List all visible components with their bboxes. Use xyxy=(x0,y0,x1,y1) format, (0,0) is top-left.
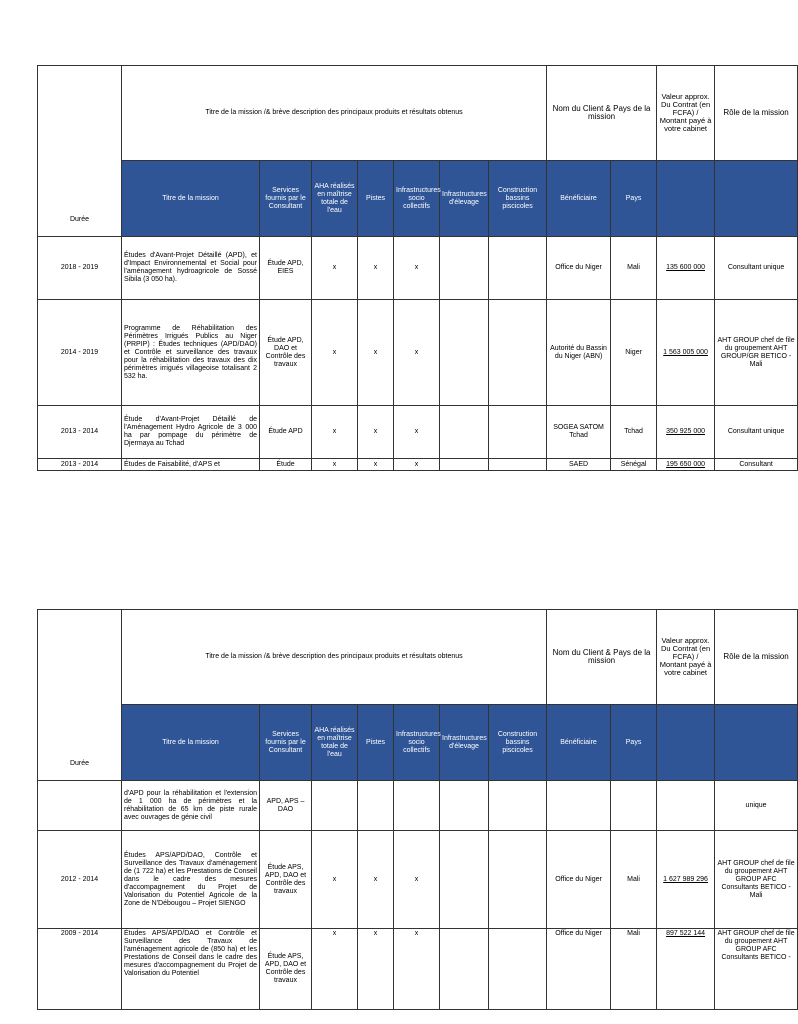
row-elevage xyxy=(440,831,489,929)
row-pistes: x xyxy=(358,406,394,459)
table-row xyxy=(38,300,798,406)
row-beneficiaire: Office du Niger xyxy=(547,831,611,929)
row-aha: x xyxy=(312,459,358,471)
missions-table-2 xyxy=(37,609,798,1010)
row-services: Étude APD xyxy=(260,406,312,459)
row-socio: x xyxy=(394,459,440,471)
row-role: unique xyxy=(715,781,798,831)
sub-header-value xyxy=(657,705,715,781)
value-header: Valeur approx. Du Contrat (en FCFA) / Montant payé à votre cabinet xyxy=(657,66,715,161)
row-value: 195 650 000 xyxy=(657,459,715,471)
row-bassins xyxy=(489,929,547,1010)
client-header: Nom du Client & Pays de la mission xyxy=(547,610,657,705)
sub-header-services: Services fournis par le Consultant xyxy=(260,161,312,237)
row-pistes: x xyxy=(358,237,394,300)
sub-header-role xyxy=(715,161,798,237)
row-pistes xyxy=(358,781,394,831)
sub-header-aha: AHA réalisés en maîtrise totale de l'eau xyxy=(312,705,358,781)
row-role: Consultant unique xyxy=(715,406,798,459)
row-duration: 2018 - 2019 xyxy=(38,237,122,300)
row-socio: x xyxy=(394,929,440,1010)
row-bassins xyxy=(489,300,547,406)
row-elevage xyxy=(440,459,489,471)
row-role: Consultant xyxy=(715,459,798,471)
sub-header-infra-elevage: Infrastructures d'élevage xyxy=(440,705,489,781)
row-role: AHT GROUP chef de file du groupement AHT GROUP AFC Consultants BETICO - Mali xyxy=(715,831,798,929)
sub-header-pistes: Pistes xyxy=(358,161,394,237)
row-elevage xyxy=(440,406,489,459)
row-elevage xyxy=(440,237,489,300)
sub-header-title: Titre de la mission xyxy=(122,161,260,237)
row-aha xyxy=(312,781,358,831)
table-row xyxy=(38,406,798,459)
table-row xyxy=(38,929,798,1010)
row-socio: x xyxy=(394,300,440,406)
row-role: Consultant unique xyxy=(715,237,798,300)
row-elevage xyxy=(440,929,489,1010)
row-services: Étude APD, DAO et Contrôle des travaux xyxy=(260,300,312,406)
sub-header-value xyxy=(657,161,715,237)
row-elevage xyxy=(440,781,489,831)
row-pays: Tchad xyxy=(611,406,657,459)
table-row xyxy=(38,459,798,471)
sub-header-beneficiaire: Bénéficiaire xyxy=(547,705,611,781)
row-services: Étude APD, EIES xyxy=(260,237,312,300)
row-title: Études APS/APD/DAO, Contrôle et Surveillance des Travaux d'aménagement de (1 722 ha) et les Prestations de Conseil dans le cadre des mesures d'accompagnement du Projet de Valorisation du Potentiel Agricole de la Zone de N'Débougou – Projet SIENGO xyxy=(122,831,260,929)
role-header: Rôle de la mission xyxy=(715,66,798,161)
row-pays: Mali xyxy=(611,929,657,1010)
row-services: Étude xyxy=(260,459,312,471)
row-title: Études de Faisabilité, d'APS et xyxy=(122,459,260,471)
row-pistes: x xyxy=(358,459,394,471)
sub-header-pays: Pays xyxy=(611,705,657,781)
row-role: AHT GROUP chef de file du groupement AHT GROUP AFC Consultants BETICO - xyxy=(715,929,798,1010)
row-bassins xyxy=(489,831,547,929)
table-row xyxy=(38,781,798,831)
row-beneficiaire: Office du Niger xyxy=(547,929,611,1010)
row-value xyxy=(657,781,715,831)
row-value: 135 600 000 xyxy=(657,237,715,300)
sub-header-aha: AHA réalisés en maîtrise totale de l'eau xyxy=(312,161,358,237)
row-duration: 2014 - 2019 xyxy=(38,300,122,406)
table-row xyxy=(38,831,798,929)
row-pistes: x xyxy=(358,831,394,929)
row-duration: 2013 - 2014 xyxy=(38,406,122,459)
row-pistes: x xyxy=(358,300,394,406)
role-header: Rôle de la mission xyxy=(715,610,798,705)
duration-header: Durée xyxy=(38,66,122,237)
client-header: Nom du Client & Pays de la mission xyxy=(547,66,657,161)
row-bassins xyxy=(489,781,547,831)
mission-title-header: Titre de la mission /& brève description des principaux produits et résultats obtenus xyxy=(122,610,547,705)
sub-header-infra-socio: Infrastructures socio collectifs xyxy=(394,161,440,237)
sub-header-pistes: Pistes xyxy=(358,705,394,781)
row-duration xyxy=(38,781,122,831)
row-pays: Mali xyxy=(611,831,657,929)
row-bassins xyxy=(489,237,547,300)
row-pays: Sénégal xyxy=(611,459,657,471)
row-socio: x xyxy=(394,237,440,300)
row-aha: x xyxy=(312,929,358,1010)
row-beneficiaire: Office du Niger xyxy=(547,237,611,300)
row-title: Études d'Avant-Projet Détaillé (APD), et d'Impact Environnemental et Social pour l'aménagement hydroagricole de Sossé Sibila (3 050 ha). xyxy=(122,237,260,300)
row-aha: x xyxy=(312,300,358,406)
row-pays: Mali xyxy=(611,237,657,300)
row-services: APD, APS – DAO xyxy=(260,781,312,831)
row-value: 897 522 144 xyxy=(657,929,715,1010)
row-socio: x xyxy=(394,831,440,929)
row-duration: 2013 - 2014 xyxy=(38,459,122,471)
table-row xyxy=(38,237,798,300)
row-socio: x xyxy=(394,406,440,459)
sub-header-services: Services fournis par le Consultant xyxy=(260,705,312,781)
sub-header-pays: Pays xyxy=(611,161,657,237)
row-aha: x xyxy=(312,406,358,459)
sub-header-construction: Construction bassins piscicoles xyxy=(489,161,547,237)
row-value: 1 627 989 296 xyxy=(657,831,715,929)
row-services: Étude APS, APD, DAO et Contrôle des travaux xyxy=(260,831,312,929)
sub-header-role xyxy=(715,705,798,781)
row-title: d'APD pour la réhabilitation et l'extension de 1 000 ha de périmètres et la réhabilitation de 65 km de piste rurale avec ouvrages de génie civil xyxy=(122,781,260,831)
sub-header-title: Titre de la mission xyxy=(122,705,260,781)
row-pistes: x xyxy=(358,929,394,1010)
duration-header: Durée xyxy=(38,610,122,781)
row-pays: Niger xyxy=(611,300,657,406)
row-socio xyxy=(394,781,440,831)
row-elevage xyxy=(440,300,489,406)
row-title: Études APS/APD/DAO et Contrôle et Surveillance des Travaux de l'aménagement agricole de (850 ha) et les Prestations de Conseil dans le cadre des mesures d'accompagnement du Projet de Valorisation du Potentiel xyxy=(122,929,260,1010)
row-title: Étude d'Avant-Projet Détaillé de l'Aménagement Hydro Agricole de 3 000 ha par pompage du périmètre de Djermaya au Tchad xyxy=(122,406,260,459)
row-beneficiaire: Autorité du Bassin du Niger (ABN) xyxy=(547,300,611,406)
row-duration: 2009 - 2014 xyxy=(38,929,122,1010)
row-services: Étude APS, APD, DAO et Contrôle des travaux xyxy=(260,929,312,1010)
row-bassins xyxy=(489,406,547,459)
value-header: Valeur approx. Du Contrat (en FCFA) / Montant payé à votre cabinet xyxy=(657,610,715,705)
sub-header-infra-socio: Infrastructures socio collectifs xyxy=(394,705,440,781)
row-aha: x xyxy=(312,237,358,300)
missions-table-1 xyxy=(37,65,798,471)
row-value: 350 925 000 xyxy=(657,406,715,459)
row-role: AHT GROUP chef de file du groupement AHT GROUP/GR BETICO - Mali xyxy=(715,300,798,406)
row-beneficiaire: SAED xyxy=(547,459,611,471)
row-value: 1 563 005 000 xyxy=(657,300,715,406)
sub-header-infra-elevage: Infrastructures d'élevage xyxy=(440,161,489,237)
row-bassins xyxy=(489,459,547,471)
sub-header-construction: Construction bassins piscicoles xyxy=(489,705,547,781)
row-duration: 2012 - 2014 xyxy=(38,831,122,929)
mission-title-header: Titre de la mission /& brève description des principaux produits et résultats obtenus xyxy=(122,66,547,161)
row-beneficiaire xyxy=(547,781,611,831)
row-beneficiaire: SOGEA SATOM Tchad xyxy=(547,406,611,459)
row-title: Programme de Réhabilitation des Périmètres Irrigués Publics au Niger (PRPIP) : Études techniques (APD/DAO) et Contrôle et surveillance des travaux pour la réhabilitation des travaux des dix périmètres irrigués villageoise totalisant 2 532 ha. xyxy=(122,300,260,406)
sub-header-beneficiaire: Bénéficiaire xyxy=(547,161,611,237)
row-aha: x xyxy=(312,831,358,929)
row-pays xyxy=(611,781,657,831)
